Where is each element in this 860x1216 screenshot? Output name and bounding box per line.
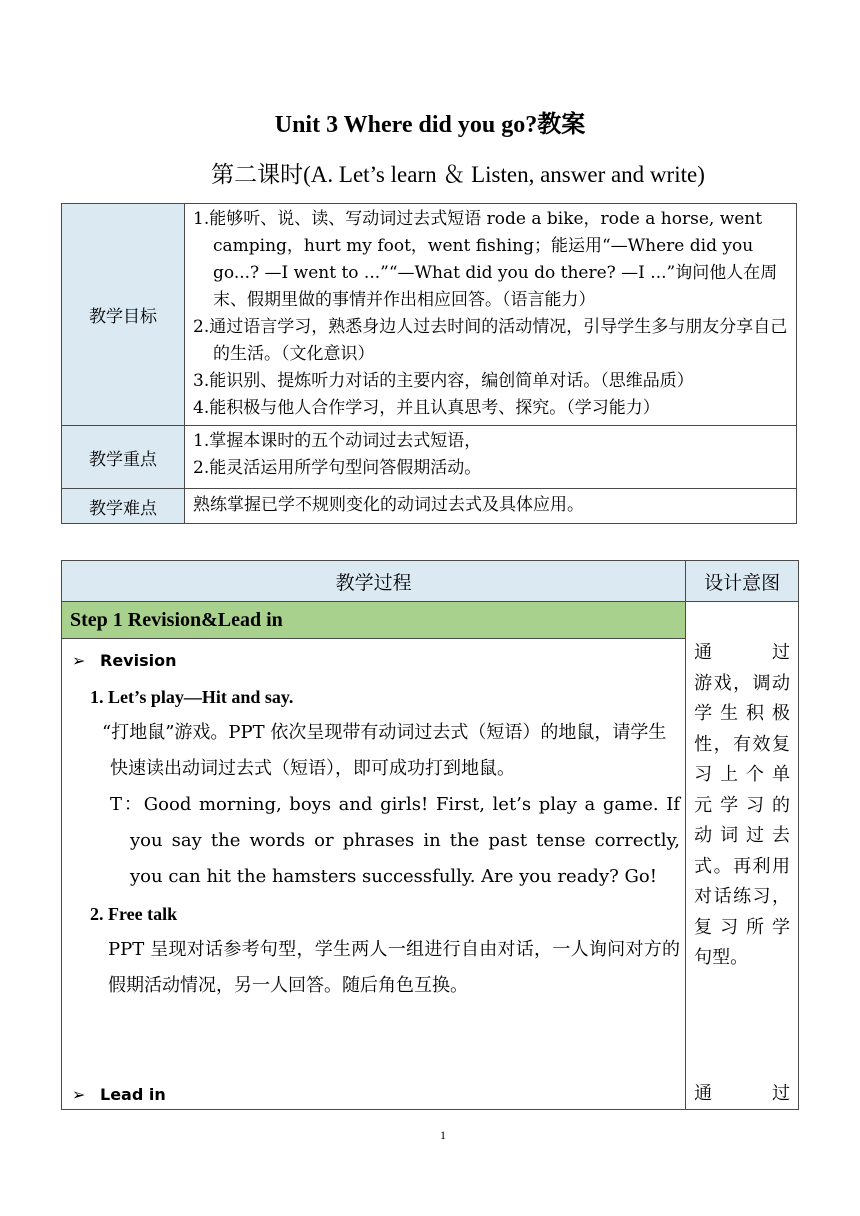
step1-title-row (62, 602, 799, 639)
step1-intent-cell (686, 602, 799, 1110)
intent-line: 对话练习， (694, 886, 790, 907)
goals-label-objectives: 教学目标 (62, 204, 185, 426)
document-title: Unit 3 Where did you go?教案 (274, 112, 586, 138)
goals-table (61, 203, 797, 524)
objective-item: 4.能积极与他人合作学习，并且认真思考、探究。（学习能力） (193, 398, 660, 418)
header-process: 教学过程 (62, 561, 686, 602)
item1-title: 1. Let’s play—Hit and say. (90, 687, 294, 707)
intent-line: 动词过去 (694, 825, 790, 846)
intent-line: 元学习的 (694, 794, 790, 816)
step1-title: Step 1 Revision&Lead in (62, 602, 686, 639)
item1-teacher-script: T：Good morning, boys and girls! First, let’s play a game. If you say the words or phrases in the past tense correctly, you can hit the hamsters successfully. Are you ready? Go! (110, 794, 680, 887)
goals-content-difficulty (185, 489, 797, 524)
intent-line: 性，有效复 (694, 733, 790, 755)
arrow-bullet-icon: ➢ (72, 651, 86, 670)
key-point-item: 2.能灵活运用所学句型问答假期活动。 (193, 458, 482, 478)
step1-intent-text (694, 638, 790, 974)
document-subtitle: 第二课时(A. Let’s learn ＆ Listen, answer and write) (211, 162, 705, 187)
difficulty-item: 熟练掌握已学不规则变化的动词过去式及具体应用。 (193, 495, 584, 515)
objective-item: 3.能识别、提炼听力对话的主要内容，编创简单对话。（思维品质） (193, 371, 694, 391)
bullet-revision (72, 651, 176, 670)
bullet-revision-label: Revision (100, 651, 177, 670)
bullet-lead-in-label: Lead in (100, 1085, 166, 1104)
step1-body (62, 639, 686, 1110)
key-point-item: 1.掌握本课时的五个动词过去式短语， (193, 431, 482, 451)
process-header-row (62, 561, 799, 602)
intent-line: 学生积极 (694, 703, 790, 724)
goals-content-objectives (185, 204, 797, 426)
goals-row-objectives (62, 204, 797, 426)
item2-title: 2. Free talk (90, 904, 178, 924)
arrow-bullet-icon: ➢ (72, 1085, 86, 1104)
process-table (61, 560, 799, 1110)
item2-description: PPT 呈现对话参考句型，学生两人一组进行自由对话，一人询问对方的假期活动情况，另一人回答。随后角色互换。 (108, 939, 680, 996)
goals-row-difficulty (62, 489, 797, 524)
page-number: 1 (440, 1128, 446, 1142)
goals-content-key-points (185, 426, 797, 489)
bullet-lead-in (72, 1085, 166, 1104)
intent-line: 复习所学 (694, 916, 790, 938)
intent-line: 游戏，调动 (694, 672, 790, 694)
intent-line: 式。再利用 (694, 855, 790, 877)
intent-line: 通 过 (694, 642, 790, 663)
header-intent: 设计意图 (686, 561, 799, 602)
objective-item: 1.能够听、说、读、写动词过去式短语 rode a bike，rode a horse, went camping，hurt my foot，went fishing；能运用“—Where did you go...? —I went to ...”“—What did you do there? —I ...”询问他人在周末、假期里做的事情并作出相应回答。（语言能力） (193, 209, 778, 310)
item1-description: “打地鼠”游戏。PPT 依次呈现带有动词过去式（短语）的地鼠，请学生快速读出动词过去式（短语），即可成功打到地鼠。 (102, 722, 667, 779)
objective-item: 2.通过语言学习，熟悉身边人过去时间的活动情况，引导学生多与朋友分享自己的生活。（文化意识） (193, 317, 788, 364)
intent-line: 习上个单 (694, 764, 790, 785)
goals-label-key-points: 教学重点 (62, 426, 185, 489)
goals-row-key-points (62, 426, 797, 489)
step2-intent-start: 通 过 (694, 1083, 790, 1104)
goals-label-difficulty: 教学难点 (62, 489, 185, 524)
intent-line: 句型。 (694, 947, 749, 968)
